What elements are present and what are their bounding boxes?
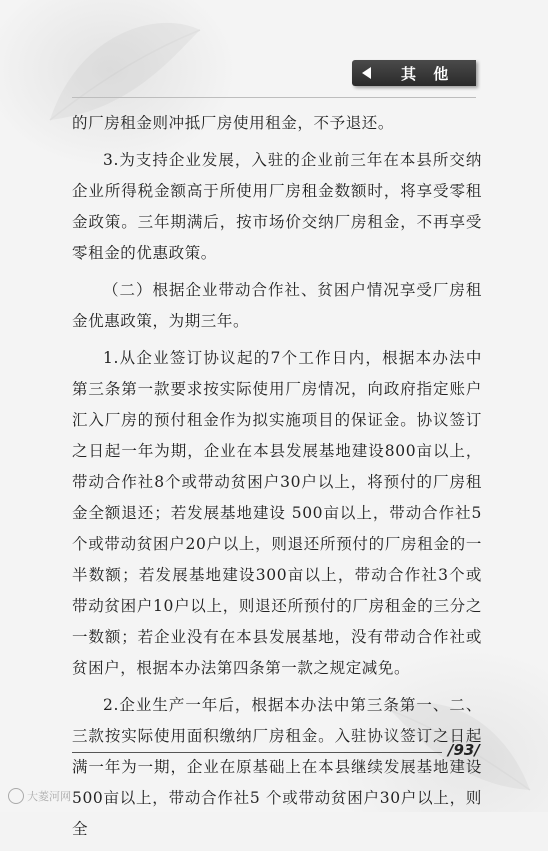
page-number: /93/ <box>448 741 480 759</box>
section-header-tab <box>352 60 476 86</box>
paragraph: 的厂房租金则冲抵厂房使用租金，不予退还。 <box>72 114 395 132</box>
document-body <box>72 108 482 851</box>
paragraph: 3.为支持企业发展，入驻的企业前三年在本县所交纳企业所得税金额高于所使用厂房租金数额时，将享受零租金政策。三年期满后，按市场价交纳厂房租金，不再享受零租金的优惠政策。 <box>72 151 482 262</box>
paragraph: （二）根据企业带动合作社、贫困户情况享受厂房租金优惠政策，为期三年。 <box>72 281 482 330</box>
footer-divider <box>72 752 442 753</box>
watermark-text: 大菱河网 <box>27 790 71 803</box>
arrow-left-icon <box>362 67 371 79</box>
watermark <box>8 788 71 804</box>
paragraph: 2.企业生产一年后，根据本办法中第三条第一、二、三款按实际使用面积缴纳厂房租金。入驻协议签订之日起满一年为一期，企业在原基础上在本县继续发展基地建设500亩以上，带动合作社5 个或带动贫困户30户以上，则全 <box>72 696 482 838</box>
section-label: 其 他 <box>401 64 455 83</box>
header-divider <box>72 97 476 98</box>
watermark-logo-icon <box>8 788 24 804</box>
paragraph: 1.从企业签订协议起的7个工作日内，根据本办法中第三条第一款要求按实际使用厂房情况，向政府指定账户汇入厂房的预付租金作为拟实施项目的保证金。协议签订之日起一年为期，企业在本县发展基地建设800亩以上，带动合作社8个或带动贫困户30户以上，将预付的厂房租金全额退还；若发展基地建设 500亩以上，带动合作社5个或带动贫困户20户以上，则退还所预付的厂房租金的一半数额；若发展基地建设300亩以上，带动合作社3个或带动贫困户10户以上，则退还所预付的厂房租金的三分之一数额；若企业没有在本县发展基地，没有带动合作社或贫困户，根据本办法第四条第一款之规定减免。 <box>72 349 482 677</box>
